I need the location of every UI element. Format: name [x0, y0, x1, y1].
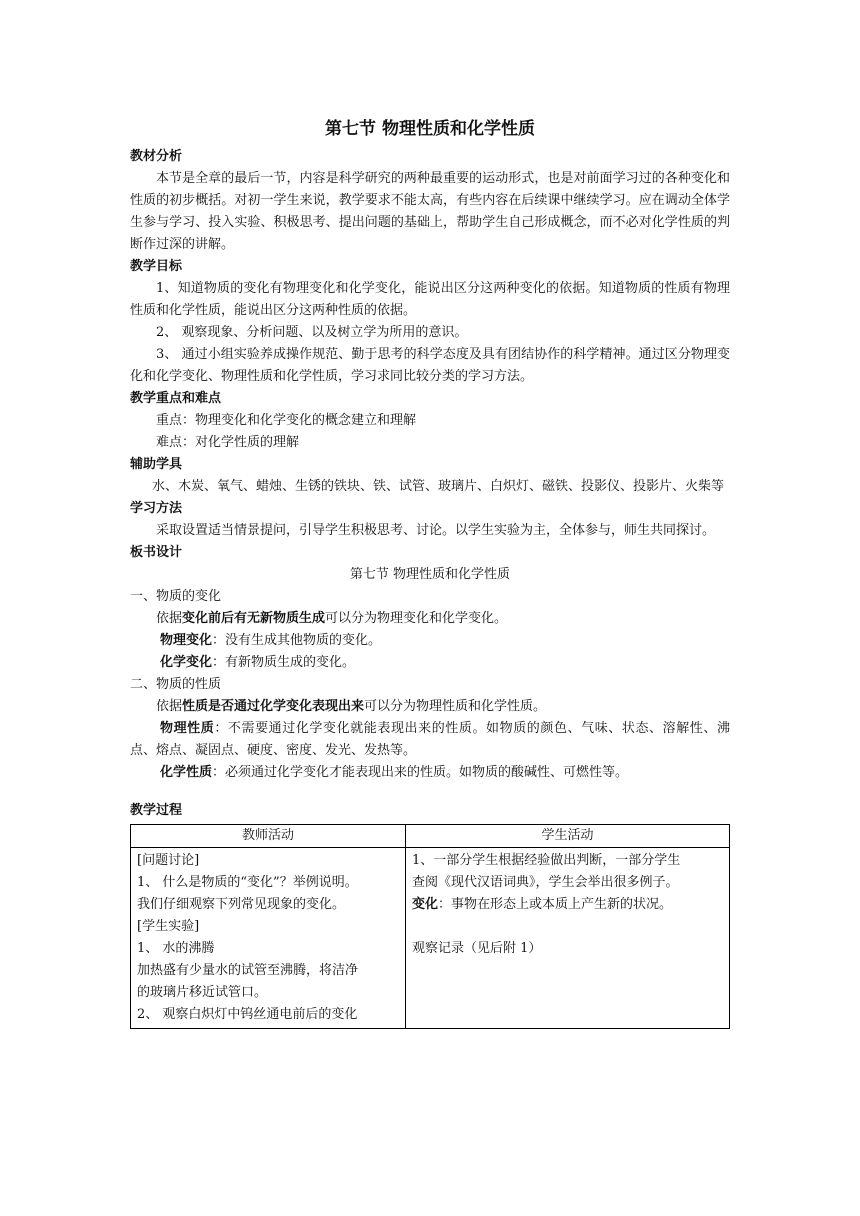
- board-property-basis: [130, 696, 730, 718]
- physical-change-text: ：没有生成其他物质的变化。: [212, 633, 382, 648]
- student-line: 查阅《现代汉语词典》，学生会举出很多例子。: [412, 875, 679, 890]
- heading-board: 板书设计: [130, 545, 183, 560]
- student-change-text: ：事物在形态上或本质上产生新的状况。: [438, 897, 673, 912]
- chemical-property-text: ：必须通过化学变化才能表现出来的性质。如物质的酸碱性、可燃性等。: [212, 765, 629, 780]
- physical-property-label: 物理性质: [160, 721, 215, 736]
- board-part1: 一、物质的变化: [130, 589, 222, 604]
- board-physical-property: [130, 718, 730, 762]
- goal-item-1: 1、知道物质的变化有物理变化和化学变化，能说出区分这两种变化的依据。知道物质的性质有物理性质和化学性质，能说出区分这两种性质的依据。: [130, 281, 730, 318]
- page-title: 第七节 物理性质和化学性质: [325, 119, 535, 139]
- heading-method: 学习方法: [130, 501, 183, 516]
- board-change-basis: [130, 608, 730, 630]
- teacher-line: 我们仔细观察下列常见现象的变化。: [137, 897, 346, 912]
- process-table-header-row: [131, 825, 730, 848]
- process-table: [130, 824, 730, 1029]
- board-property-basis-pre: 依据: [156, 699, 183, 714]
- physical-change-label: 物理变化: [160, 633, 213, 648]
- heading-tools: 辅助学具: [130, 457, 183, 472]
- board-part2: 二、物质的性质: [130, 677, 222, 692]
- board-change-basis-bold: 变化前后有无新物质生成: [182, 611, 326, 626]
- heading-analysis: 教材分析: [130, 149, 183, 164]
- document-page: [130, 112, 730, 1029]
- heading-process: 教学过程: [130, 803, 183, 818]
- teacher-line: [学生实验]: [137, 919, 200, 934]
- board-chemical-change: [130, 652, 730, 674]
- student-change-label: 变化: [412, 897, 439, 912]
- student-change-definition: [412, 894, 723, 916]
- student-record: 观察记录（见后附 1）: [412, 941, 542, 956]
- teacher-line: 1、 什么是物质的“变化”？举例说明。: [137, 875, 358, 890]
- board-subtitle: 第七节 物理性质和化学性质: [349, 567, 511, 582]
- method-text: 采取设置适当情景提问，引导学生积极思考、讨论。以学生实验为主，全体参与，师生共同探讨。: [156, 523, 716, 538]
- column-student-header: 学生活动: [406, 825, 730, 848]
- teacher-line: [问题讨论]: [137, 853, 200, 868]
- board-change-basis-post: 可以分为物理变化和化学变化。: [325, 611, 508, 626]
- physical-property-text: ：不需要通过化学变化就能表现出来的性质。如物质的颜色、气味、状态、溶解性、沸点、熔点、凝固点、硬度、密度、发光、发热等。: [130, 721, 730, 758]
- chemical-property-label: 化学性质: [160, 765, 213, 780]
- board-change-basis-pre: 依据: [156, 611, 183, 626]
- board-chemical-property: [130, 762, 730, 784]
- teacher-activity-cell: [131, 848, 406, 1029]
- board-property-basis-post: 可以分为物理性质和化学性质。: [364, 699, 547, 714]
- tools-text: 水、木炭、氧气、蜡烛、生锈的铁块、铁、试管、玻璃片、白炽灯、磁铁、投影仪、投影片、火柴等: [152, 479, 725, 494]
- student-activity-cell: [406, 848, 730, 1029]
- key-point-focus: 重点：物理变化和化学变化的概念建立和理解: [156, 413, 417, 428]
- board-physical-change: [130, 630, 730, 652]
- spacer: [130, 784, 730, 800]
- analysis-text: 本节是全章的最后一节，内容是科学研究的两种最重要的运动形式，也是对前面学习过的各种变化和性质的初步概括。对初一学生来说，教学要求不能太高，有些内容在后续课中继续学习。应在调动全体学生参与学习、投入实验、积极思考、提出问题的基础上，帮助学生自己形成概念，而不必对化学性质的判断作过深的讲解。: [130, 171, 730, 252]
- student-line: 1、一部分学生根据经验做出判断，一部分学生: [412, 853, 681, 868]
- teacher-line: 的玻璃片移近试管口。: [137, 985, 268, 1000]
- heading-key-points: 教学重点和难点: [130, 391, 222, 406]
- student-blank-line: [412, 916, 723, 938]
- key-point-difficulty: 难点：对化学性质的理解: [156, 435, 300, 450]
- board-property-basis-bold: 性质是否通过化学变化表现出来: [182, 699, 365, 714]
- heading-goals: 教学目标: [130, 259, 183, 274]
- teacher-line: 1、 水的沸腾: [137, 941, 215, 956]
- teacher-line: 2、 观察白炽灯中钨丝通电前后的变化: [137, 1007, 358, 1022]
- chemical-change-label: 化学变化: [160, 655, 213, 670]
- goal-item-3: 3、 通过小组实验养成操作规范、勤于思考的科学态度及具有团结协作的科学精神。通过区分物理变化和化学变化、物理性质和化学性质，学习求同比较分类的学习方法。: [130, 347, 730, 384]
- process-table-row: [131, 848, 730, 1029]
- chemical-change-text: ：有新物质生成的变化。: [212, 655, 356, 670]
- teacher-line: 加热盛有少量水的试管至沸腾，将洁净: [137, 963, 359, 978]
- goal-item-2: 2、 观察现象、分析问题、以及树立学为所用的意识。: [156, 325, 468, 340]
- column-teacher-header: 教师活动: [131, 825, 406, 848]
